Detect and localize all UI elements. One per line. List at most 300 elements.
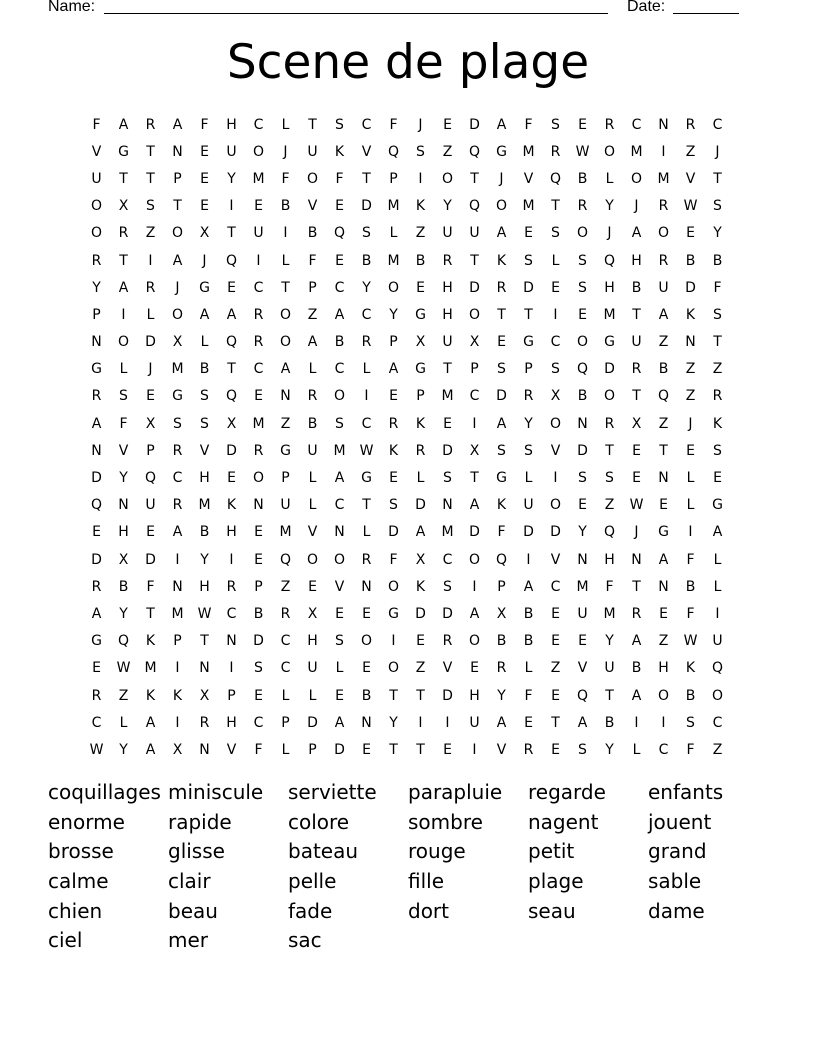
- grid-letter[interactable]: N: [631, 551, 642, 568]
- grid-letter[interactable]: G: [415, 361, 426, 378]
- grid-letter[interactable]: G: [415, 306, 426, 323]
- grid-letter[interactable]: R: [658, 198, 669, 215]
- grid-letter[interactable]: O: [549, 415, 562, 432]
- grid-letter[interactable]: C: [253, 116, 264, 133]
- grid-letter[interactable]: A: [172, 252, 183, 269]
- grid-letter[interactable]: T: [659, 442, 668, 459]
- grid-letter[interactable]: C: [442, 551, 453, 568]
- grid-letter[interactable]: P: [389, 334, 398, 351]
- grid-letter[interactable]: I: [688, 524, 693, 541]
- grid-letter[interactable]: V: [226, 741, 237, 758]
- grid-letter[interactable]: M: [576, 578, 589, 595]
- grid-letter[interactable]: H: [658, 660, 669, 677]
- grid-letter[interactable]: G: [118, 143, 129, 160]
- grid-letter[interactable]: R: [604, 116, 615, 133]
- grid-letter[interactable]: F: [254, 741, 263, 758]
- grid-letter[interactable]: E: [551, 741, 560, 758]
- grid-letter[interactable]: L: [308, 497, 317, 514]
- grid-letter[interactable]: J: [634, 524, 639, 541]
- grid-letter[interactable]: D: [442, 442, 453, 459]
- grid-letter[interactable]: V: [523, 170, 534, 187]
- grid-letter[interactable]: P: [308, 741, 317, 758]
- grid-letter[interactable]: W: [359, 442, 374, 459]
- grid-letter[interactable]: T: [524, 306, 533, 323]
- grid-letter[interactable]: O: [468, 633, 481, 650]
- grid-letter[interactable]: N: [91, 442, 102, 459]
- grid-letter[interactable]: F: [686, 605, 695, 622]
- grid-letter[interactable]: B: [415, 252, 426, 269]
- grid-letter[interactable]: P: [173, 170, 182, 187]
- grid-letter[interactable]: V: [307, 524, 318, 541]
- grid-letter[interactable]: U: [577, 605, 588, 622]
- grid-letter[interactable]: G: [199, 279, 210, 296]
- grid-letter[interactable]: T: [200, 633, 209, 650]
- grid-letter[interactable]: R: [118, 225, 129, 242]
- grid-letter[interactable]: J: [634, 198, 639, 215]
- grid-letter[interactable]: E: [659, 605, 668, 622]
- grid-letter[interactable]: E: [254, 524, 263, 541]
- grid-letter[interactable]: D: [334, 741, 345, 758]
- grid-letter[interactable]: E: [362, 660, 371, 677]
- grid-letter[interactable]: P: [308, 279, 317, 296]
- grid-letter[interactable]: G: [658, 524, 669, 541]
- grid-letter[interactable]: E: [335, 252, 344, 269]
- grid-letter[interactable]: R: [91, 578, 102, 595]
- grid-letter[interactable]: F: [389, 116, 398, 133]
- grid-letter[interactable]: K: [415, 578, 426, 595]
- grid-letter[interactable]: O: [657, 225, 670, 242]
- grid-letter[interactable]: M: [603, 605, 616, 622]
- grid-letter[interactable]: A: [145, 741, 156, 758]
- grid-letter[interactable]: S: [551, 116, 560, 133]
- grid-letter[interactable]: B: [577, 170, 588, 187]
- grid-letter[interactable]: C: [280, 660, 291, 677]
- grid-letter[interactable]: S: [524, 442, 533, 459]
- grid-letter[interactable]: O: [117, 334, 130, 351]
- grid-letter[interactable]: A: [469, 605, 480, 622]
- grid-letter[interactable]: U: [442, 334, 453, 351]
- grid-letter[interactable]: C: [253, 714, 264, 731]
- grid-letter[interactable]: A: [658, 306, 669, 323]
- grid-letter[interactable]: Z: [307, 306, 318, 323]
- grid-letter[interactable]: T: [632, 578, 641, 595]
- grid-letter[interactable]: S: [713, 198, 722, 215]
- grid-letter[interactable]: R: [442, 252, 453, 269]
- grid-letter[interactable]: S: [146, 198, 155, 215]
- grid-letter[interactable]: R: [523, 388, 534, 405]
- grid-letter[interactable]: G: [91, 633, 102, 650]
- grid-letter[interactable]: E: [335, 687, 344, 704]
- grid-letter[interactable]: K: [415, 198, 426, 215]
- grid-letter[interactable]: J: [499, 170, 504, 187]
- grid-letter[interactable]: E: [92, 660, 101, 677]
- grid-letter[interactable]: L: [686, 470, 695, 487]
- grid-letter[interactable]: T: [362, 497, 371, 514]
- grid-letter[interactable]: A: [631, 687, 642, 704]
- grid-letter[interactable]: D: [253, 633, 264, 650]
- grid-letter[interactable]: I: [175, 660, 180, 677]
- grid-letter[interactable]: C: [658, 741, 669, 758]
- grid-letter[interactable]: Z: [658, 415, 669, 432]
- grid-letter[interactable]: V: [577, 660, 588, 677]
- grid-letter[interactable]: V: [685, 170, 696, 187]
- grid-letter[interactable]: K: [496, 497, 507, 514]
- grid-letter[interactable]: D: [307, 714, 318, 731]
- grid-letter[interactable]: S: [254, 660, 263, 677]
- grid-letter[interactable]: E: [92, 524, 101, 541]
- grid-letter[interactable]: X: [496, 605, 507, 622]
- grid-letter[interactable]: T: [389, 741, 398, 758]
- grid-letter[interactable]: O: [306, 170, 319, 187]
- grid-letter[interactable]: A: [523, 578, 534, 595]
- grid-letter[interactable]: R: [361, 334, 372, 351]
- grid-letter[interactable]: S: [389, 497, 398, 514]
- grid-letter[interactable]: L: [335, 660, 344, 677]
- grid-letter[interactable]: J: [148, 361, 153, 378]
- grid-letter[interactable]: E: [362, 741, 371, 758]
- grid-letter[interactable]: E: [578, 633, 587, 650]
- grid-letter[interactable]: Y: [92, 279, 101, 296]
- grid-letter[interactable]: O: [252, 470, 265, 487]
- grid-letter[interactable]: C: [334, 279, 345, 296]
- grid-letter[interactable]: E: [551, 605, 560, 622]
- grid-letter[interactable]: H: [199, 470, 210, 487]
- grid-letter[interactable]: D: [550, 524, 561, 541]
- grid-letter[interactable]: U: [442, 225, 453, 242]
- grid-letter[interactable]: Z: [280, 578, 291, 595]
- grid-letter[interactable]: R: [172, 497, 183, 514]
- grid-letter[interactable]: T: [551, 198, 560, 215]
- grid-letter[interactable]: L: [308, 361, 317, 378]
- grid-letter[interactable]: S: [605, 470, 614, 487]
- grid-letter[interactable]: Q: [603, 524, 616, 541]
- grid-letter[interactable]: O: [306, 551, 319, 568]
- grid-letter[interactable]: B: [118, 578, 129, 595]
- grid-letter[interactable]: O: [90, 198, 103, 215]
- grid-letter[interactable]: V: [91, 143, 102, 160]
- grid-letter[interactable]: H: [631, 252, 642, 269]
- grid-letter[interactable]: O: [441, 170, 454, 187]
- grid-letter[interactable]: L: [713, 551, 722, 568]
- grid-letter[interactable]: E: [335, 605, 344, 622]
- grid-letter[interactable]: Y: [119, 741, 128, 758]
- grid-letter[interactable]: Q: [117, 633, 130, 650]
- grid-letter[interactable]: B: [199, 524, 210, 541]
- grid-letter[interactable]: C: [253, 361, 264, 378]
- grid-letter[interactable]: I: [283, 225, 288, 242]
- grid-letter[interactable]: R: [604, 415, 615, 432]
- grid-letter[interactable]: E: [578, 497, 587, 514]
- grid-letter[interactable]: R: [550, 143, 561, 160]
- grid-letter[interactable]: B: [631, 279, 642, 296]
- grid-letter[interactable]: F: [335, 170, 344, 187]
- grid-letter[interactable]: F: [686, 551, 695, 568]
- grid-letter[interactable]: J: [202, 252, 207, 269]
- grid-letter[interactable]: P: [227, 687, 236, 704]
- grid-letter[interactable]: D: [442, 605, 453, 622]
- grid-letter[interactable]: D: [442, 687, 453, 704]
- grid-letter[interactable]: N: [91, 334, 102, 351]
- grid-letter[interactable]: E: [254, 198, 263, 215]
- grid-letter[interactable]: T: [416, 687, 425, 704]
- grid-letter[interactable]: Z: [280, 415, 291, 432]
- grid-letter[interactable]: M: [441, 388, 454, 405]
- grid-letter[interactable]: B: [280, 198, 291, 215]
- grid-letter[interactable]: O: [711, 687, 724, 704]
- grid-letter[interactable]: A: [334, 714, 345, 731]
- grid-letter[interactable]: Q: [225, 334, 238, 351]
- grid-letter[interactable]: F: [389, 551, 398, 568]
- grid-letter[interactable]: S: [713, 306, 722, 323]
- grid-letter[interactable]: E: [227, 470, 236, 487]
- grid-letter[interactable]: E: [443, 415, 452, 432]
- grid-letter[interactable]: Q: [468, 143, 481, 160]
- grid-letter[interactable]: F: [200, 116, 209, 133]
- grid-letter[interactable]: E: [389, 388, 398, 405]
- grid-letter[interactable]: O: [90, 225, 103, 242]
- grid-letter[interactable]: A: [172, 524, 183, 541]
- grid-letter[interactable]: W: [575, 143, 590, 160]
- grid-letter[interactable]: E: [200, 198, 209, 215]
- grid-letter[interactable]: I: [148, 252, 153, 269]
- grid-letter[interactable]: L: [308, 470, 317, 487]
- grid-letter[interactable]: N: [199, 741, 210, 758]
- grid-letter[interactable]: D: [415, 497, 426, 514]
- grid-letter[interactable]: B: [712, 252, 723, 269]
- grid-letter[interactable]: Z: [658, 334, 669, 351]
- grid-letter[interactable]: B: [361, 687, 372, 704]
- grid-letter[interactable]: R: [388, 415, 399, 432]
- grid-letter[interactable]: N: [361, 578, 372, 595]
- grid-letter[interactable]: T: [497, 306, 506, 323]
- grid-letter[interactable]: C: [91, 714, 102, 731]
- grid-letter[interactable]: C: [361, 116, 372, 133]
- grid-letter[interactable]: M: [603, 306, 616, 323]
- grid-letter[interactable]: I: [391, 633, 396, 650]
- grid-letter[interactable]: V: [199, 442, 210, 459]
- grid-letter[interactable]: O: [630, 170, 643, 187]
- grid-letter[interactable]: N: [199, 660, 210, 677]
- grid-letter[interactable]: S: [443, 470, 452, 487]
- grid-letter[interactable]: E: [632, 442, 641, 459]
- grid-letter[interactable]: B: [685, 252, 696, 269]
- grid-letter[interactable]: V: [361, 143, 372, 160]
- grid-letter[interactable]: M: [144, 660, 157, 677]
- grid-letter[interactable]: G: [496, 143, 507, 160]
- grid-letter[interactable]: J: [175, 279, 180, 296]
- grid-letter[interactable]: D: [91, 551, 102, 568]
- grid-letter[interactable]: I: [229, 551, 234, 568]
- grid-letter[interactable]: X: [199, 687, 210, 704]
- grid-letter[interactable]: M: [333, 442, 346, 459]
- grid-letter[interactable]: Y: [524, 415, 533, 432]
- grid-letter[interactable]: L: [524, 660, 533, 677]
- grid-letter[interactable]: M: [441, 524, 454, 541]
- grid-letter[interactable]: I: [256, 252, 261, 269]
- grid-letter[interactable]: L: [200, 334, 209, 351]
- grid-letter[interactable]: N: [361, 714, 372, 731]
- grid-letter[interactable]: T: [605, 442, 614, 459]
- grid-letter[interactable]: M: [387, 198, 400, 215]
- grid-letter[interactable]: S: [173, 415, 182, 432]
- grid-letter[interactable]: U: [469, 714, 480, 731]
- grid-letter[interactable]: A: [712, 524, 723, 541]
- grid-letter[interactable]: L: [632, 741, 641, 758]
- grid-letter[interactable]: B: [496, 633, 507, 650]
- grid-letter[interactable]: O: [279, 306, 292, 323]
- grid-letter[interactable]: X: [118, 198, 129, 215]
- grid-letter[interactable]: Z: [415, 660, 426, 677]
- grid-letter[interactable]: F: [146, 578, 155, 595]
- grid-letter[interactable]: I: [526, 551, 531, 568]
- grid-letter[interactable]: Q: [576, 361, 589, 378]
- grid-letter[interactable]: R: [631, 361, 642, 378]
- grid-letter[interactable]: B: [199, 361, 210, 378]
- grid-letter[interactable]: A: [631, 633, 642, 650]
- grid-letter[interactable]: K: [334, 143, 345, 160]
- grid-letter[interactable]: T: [362, 170, 371, 187]
- grid-letter[interactable]: P: [146, 442, 155, 459]
- grid-letter[interactable]: B: [685, 578, 696, 595]
- grid-letter[interactable]: Z: [712, 741, 723, 758]
- grid-letter[interactable]: T: [632, 306, 641, 323]
- grid-letter[interactable]: E: [443, 116, 452, 133]
- grid-letter[interactable]: C: [361, 415, 372, 432]
- grid-letter[interactable]: W: [197, 605, 212, 622]
- grid-letter[interactable]: O: [603, 143, 616, 160]
- grid-letter[interactable]: Q: [279, 551, 292, 568]
- grid-letter[interactable]: Q: [333, 225, 346, 242]
- grid-letter[interactable]: U: [253, 225, 264, 242]
- grid-letter[interactable]: Y: [605, 198, 614, 215]
- grid-letter[interactable]: O: [495, 198, 508, 215]
- grid-letter[interactable]: N: [658, 116, 669, 133]
- grid-letter[interactable]: R: [253, 306, 264, 323]
- grid-letter[interactable]: E: [254, 551, 263, 568]
- grid-letter[interactable]: D: [523, 279, 534, 296]
- grid-letter[interactable]: R: [145, 279, 156, 296]
- grid-letter[interactable]: U: [631, 334, 642, 351]
- grid-letter[interactable]: P: [281, 714, 290, 731]
- grid-letter[interactable]: I: [121, 306, 126, 323]
- name-blank-line[interactable]: [104, 13, 608, 14]
- grid-letter[interactable]: K: [172, 687, 183, 704]
- grid-letter[interactable]: D: [469, 116, 480, 133]
- grid-letter[interactable]: T: [470, 170, 479, 187]
- grid-letter[interactable]: T: [389, 687, 398, 704]
- grid-letter[interactable]: I: [661, 714, 666, 731]
- grid-letter[interactable]: I: [472, 578, 477, 595]
- grid-letter[interactable]: C: [712, 116, 723, 133]
- grid-letter[interactable]: Z: [685, 388, 696, 405]
- grid-letter[interactable]: Q: [468, 198, 481, 215]
- grid-letter[interactable]: K: [145, 633, 156, 650]
- grid-letter[interactable]: Y: [605, 633, 614, 650]
- grid-letter[interactable]: G: [361, 470, 372, 487]
- grid-letter[interactable]: B: [253, 605, 264, 622]
- grid-letter[interactable]: I: [553, 470, 558, 487]
- grid-letter[interactable]: E: [470, 660, 479, 677]
- grid-letter[interactable]: Z: [685, 143, 696, 160]
- grid-letter[interactable]: E: [551, 633, 560, 650]
- grid-letter[interactable]: I: [553, 306, 558, 323]
- grid-letter[interactable]: N: [685, 334, 696, 351]
- grid-letter[interactable]: F: [308, 252, 317, 269]
- grid-letter[interactable]: Q: [576, 687, 589, 704]
- grid-letter[interactable]: O: [549, 497, 562, 514]
- grid-letter[interactable]: P: [389, 170, 398, 187]
- grid-letter[interactable]: O: [333, 388, 346, 405]
- grid-letter[interactable]: L: [686, 497, 695, 514]
- grid-letter[interactable]: A: [145, 714, 156, 731]
- grid-letter[interactable]: X: [469, 442, 480, 459]
- grid-letter[interactable]: D: [388, 524, 399, 541]
- grid-letter[interactable]: Z: [685, 361, 696, 378]
- grid-letter[interactable]: A: [91, 415, 102, 432]
- grid-letter[interactable]: F: [497, 524, 506, 541]
- grid-letter[interactable]: K: [415, 415, 426, 432]
- grid-letter[interactable]: L: [605, 170, 614, 187]
- grid-letter[interactable]: S: [524, 252, 533, 269]
- grid-letter[interactable]: D: [361, 198, 372, 215]
- grid-letter[interactable]: W: [89, 741, 104, 758]
- grid-letter[interactable]: C: [280, 633, 291, 650]
- grid-letter[interactable]: Y: [119, 470, 128, 487]
- grid-letter[interactable]: R: [496, 660, 507, 677]
- grid-letter[interactable]: O: [333, 551, 346, 568]
- grid-letter[interactable]: R: [685, 116, 696, 133]
- grid-letter[interactable]: T: [146, 143, 155, 160]
- grid-letter[interactable]: I: [445, 714, 450, 731]
- grid-letter[interactable]: C: [172, 470, 183, 487]
- grid-letter[interactable]: D: [226, 442, 237, 459]
- grid-letter[interactable]: J: [418, 116, 423, 133]
- grid-letter[interactable]: M: [252, 170, 265, 187]
- grid-letter[interactable]: W: [629, 497, 644, 514]
- grid-letter[interactable]: A: [118, 279, 129, 296]
- grid-letter[interactable]: G: [280, 442, 291, 459]
- grid-letter[interactable]: X: [631, 415, 642, 432]
- grid-letter[interactable]: S: [578, 741, 587, 758]
- grid-letter[interactable]: S: [686, 714, 695, 731]
- grid-letter[interactable]: P: [497, 578, 506, 595]
- grid-letter[interactable]: N: [577, 415, 588, 432]
- grid-letter[interactable]: Q: [603, 252, 616, 269]
- grid-letter[interactable]: S: [362, 225, 371, 242]
- grid-letter[interactable]: M: [387, 252, 400, 269]
- grid-letter[interactable]: F: [119, 415, 128, 432]
- grid-letter[interactable]: L: [551, 252, 560, 269]
- grid-letter[interactable]: R: [253, 442, 264, 459]
- grid-letter[interactable]: G: [523, 334, 534, 351]
- grid-letter[interactable]: N: [280, 388, 291, 405]
- grid-letter[interactable]: T: [119, 252, 128, 269]
- grid-letter[interactable]: A: [631, 225, 642, 242]
- grid-letter[interactable]: R: [442, 633, 453, 650]
- grid-letter[interactable]: C: [631, 116, 642, 133]
- grid-letter[interactable]: I: [472, 415, 477, 432]
- grid-letter[interactable]: K: [226, 497, 237, 514]
- grid-letter[interactable]: Z: [442, 143, 453, 160]
- grid-letter[interactable]: Y: [443, 198, 452, 215]
- grid-letter[interactable]: N: [172, 578, 183, 595]
- grid-letter[interactable]: A: [496, 225, 507, 242]
- grid-letter[interactable]: L: [146, 306, 155, 323]
- grid-letter[interactable]: N: [118, 497, 129, 514]
- grid-letter[interactable]: A: [226, 306, 237, 323]
- grid-letter[interactable]: E: [200, 170, 209, 187]
- grid-letter[interactable]: S: [578, 279, 587, 296]
